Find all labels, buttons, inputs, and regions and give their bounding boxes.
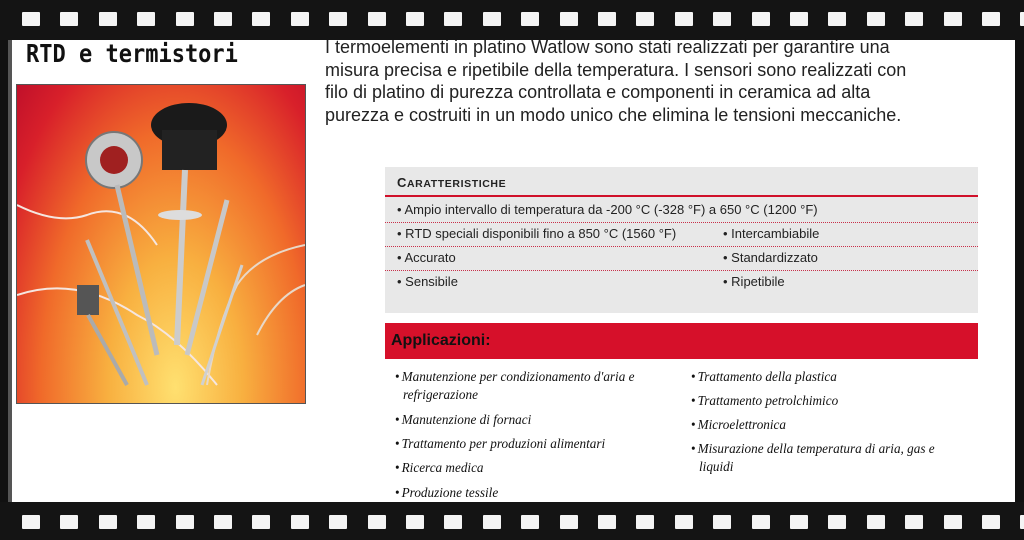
feature-row	[385, 222, 978, 247]
film-strip-bottom	[0, 502, 1024, 540]
bullet-icon: •	[691, 417, 696, 432]
intro-paragraph	[325, 40, 1015, 126]
film-perforation	[329, 12, 347, 26]
bullet-icon: •	[395, 460, 400, 475]
application-item	[691, 416, 961, 434]
bullet-icon: •	[395, 369, 400, 384]
film-perforation	[22, 12, 40, 26]
film-perforation	[867, 12, 885, 26]
product-photo	[16, 84, 306, 404]
film-perforation	[521, 12, 539, 26]
intro-line: I termoelementi in platino Watlow sono stati realizzati per garantire una	[325, 40, 890, 57]
film-perforation	[60, 12, 78, 26]
intro-line: filo di platino di purezza controllata e componenti in ceramica ad alta	[325, 82, 871, 102]
film-perforation	[444, 515, 462, 529]
bullet-icon: •	[395, 485, 400, 500]
film-perforation	[713, 515, 731, 529]
film-perforation	[752, 515, 770, 529]
film-perforation	[905, 12, 923, 26]
feature-row	[385, 198, 978, 223]
film-perforation	[521, 515, 539, 529]
application-item	[395, 484, 665, 502]
film-perforation	[406, 12, 424, 26]
caratteristiche-panel	[385, 167, 978, 313]
film-perforation	[252, 12, 270, 26]
film-perforation	[99, 12, 117, 26]
application-text: Microelettronica	[697, 417, 787, 432]
film-perforation	[828, 515, 846, 529]
feature-item: • Standardizzato	[723, 250, 818, 265]
film-perforation	[214, 515, 232, 529]
film-strip-top	[0, 0, 1024, 40]
intro-line: misura precisa e ripetibile della temperatura. I sensori sono realizzati con	[325, 59, 907, 80]
film-perforation	[291, 515, 309, 529]
red-rule	[385, 195, 978, 197]
film-perforation	[713, 12, 731, 26]
film-perforation	[944, 12, 962, 26]
film-perforation	[598, 515, 616, 529]
film-perforation	[636, 12, 654, 26]
film-perforation	[790, 515, 808, 529]
feature-item: • Intercambiabile	[723, 226, 820, 241]
application-text: Manutenzione per condizionamento d'aria e	[401, 369, 635, 384]
film-perforation	[368, 12, 386, 26]
heading-initial: C	[397, 175, 407, 190]
film-perforation	[444, 12, 462, 26]
film-perforation	[867, 515, 885, 529]
feature-item: • RTD speciali disponibili fino a 850 °C (1560 °F)	[397, 226, 677, 241]
application-text: liquidi	[699, 459, 734, 474]
feature-item: • Accurato	[397, 250, 456, 265]
film-perforation	[1020, 12, 1024, 26]
film-perforation	[675, 12, 693, 26]
bullet-icon: •	[691, 393, 696, 408]
feature-item: • Sensibile	[397, 274, 458, 289]
feature-item: • Ampio intervallo di temperatura da -200 °C (-328 °F) a 650 °C (1200 °F)	[397, 202, 818, 217]
application-item	[395, 435, 665, 453]
film-perforation	[252, 515, 270, 529]
feature-item: • Ripetibile	[723, 274, 785, 289]
application-text: Ricerca medica	[401, 460, 484, 475]
film-perforation	[905, 515, 923, 529]
intro-line: purezza e costruiti in un modo unico che elimina le tensioni meccaniche.	[325, 104, 902, 125]
film-perforation	[560, 515, 578, 529]
page-title: RTD e termistori	[26, 40, 238, 69]
feature-row	[385, 246, 978, 271]
caratteristiche-heading	[397, 175, 506, 190]
film-perforation	[982, 515, 1000, 529]
application-text: Misurazione della temperatura di aria, gas e	[697, 441, 935, 456]
application-text: refrigerazione	[403, 387, 478, 402]
film-perforation	[329, 515, 347, 529]
application-text: Trattamento petrolchimico	[697, 393, 839, 408]
film-perforation	[1020, 515, 1024, 529]
application-text: Trattamento della plastica	[697, 369, 837, 384]
film-perforation	[406, 515, 424, 529]
film-perforation	[982, 12, 1000, 26]
brochure-page	[8, 40, 1015, 502]
bullet-icon: •	[691, 369, 696, 384]
film-perforation	[944, 515, 962, 529]
application-item	[691, 368, 961, 386]
sensor-probes-image	[17, 85, 305, 403]
application-text: Manutenzione di fornaci	[401, 412, 532, 427]
film-perforation	[137, 515, 155, 529]
film-perforation	[22, 515, 40, 529]
heading-rest: ARATTERISTICHE	[407, 178, 507, 190]
film-perforation	[368, 515, 386, 529]
applicazioni-title: Applicazioni:	[391, 332, 491, 349]
film-perforation	[790, 12, 808, 26]
film-perforation	[137, 12, 155, 26]
application-item	[395, 411, 665, 429]
bullet-icon: •	[395, 412, 400, 427]
film-perforation	[60, 515, 78, 529]
film-perforation	[176, 515, 194, 529]
film-perforation	[483, 515, 501, 529]
film-perforation	[483, 12, 501, 26]
application-text: Trattamento per produzioni alimentari	[401, 436, 606, 451]
film-perforation	[598, 12, 616, 26]
film-perforation	[752, 12, 770, 26]
application-item	[691, 440, 961, 476]
applicazioni-header	[385, 323, 978, 359]
film-perforation	[675, 515, 693, 529]
application-item	[691, 392, 961, 410]
film-perforation	[291, 12, 309, 26]
application-item	[395, 459, 665, 477]
application-item	[395, 368, 665, 404]
film-perforation	[99, 515, 117, 529]
bullet-icon: •	[395, 436, 400, 451]
film-perforation	[214, 12, 232, 26]
film-perforation	[176, 12, 194, 26]
application-text: Produzione tessile	[401, 485, 499, 500]
film-perforation	[560, 12, 578, 26]
film-perforation	[828, 12, 846, 26]
film-perforation	[636, 515, 654, 529]
bullet-icon: •	[691, 441, 696, 456]
feature-row	[385, 270, 978, 294]
